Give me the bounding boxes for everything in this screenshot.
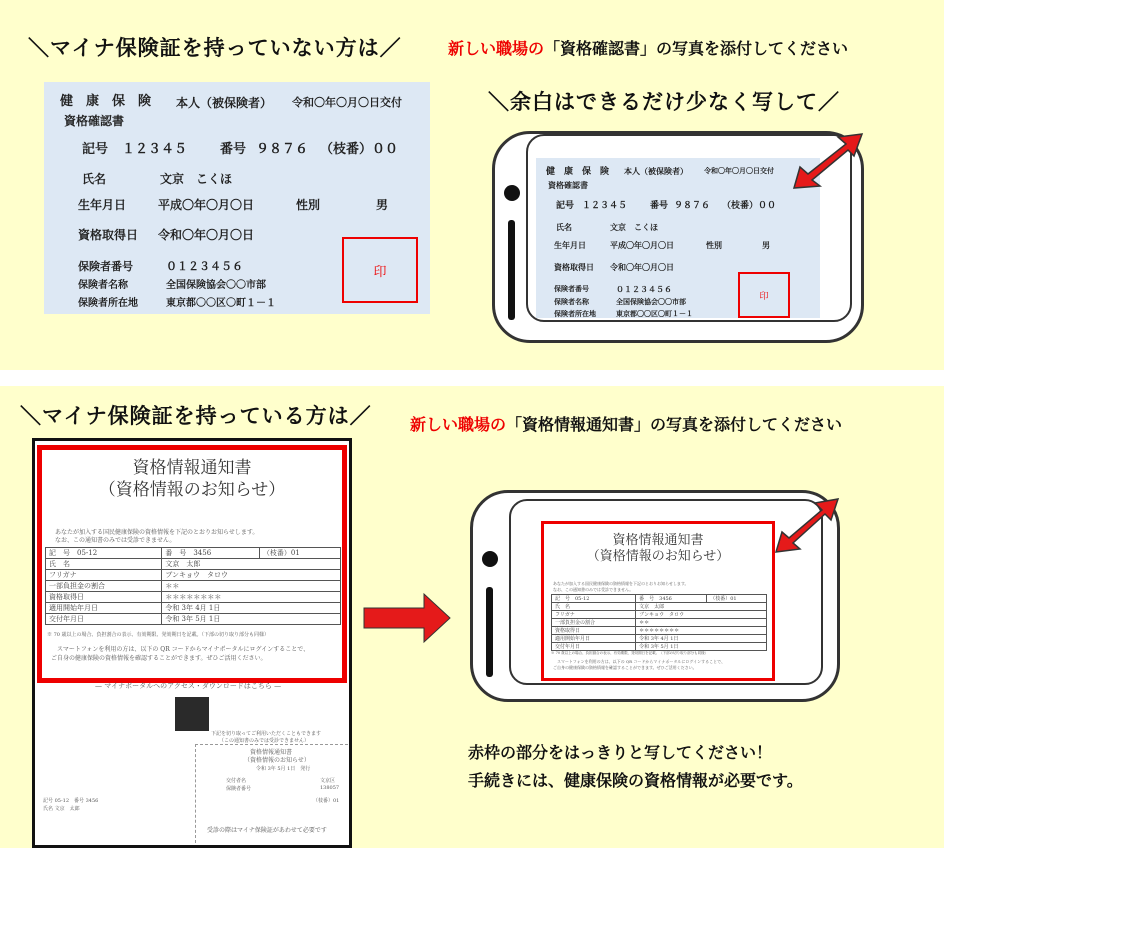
card-insurer-addr-value: 東京都〇〇区〇町１－１	[166, 298, 276, 309]
table-cell: 交付年月日	[46, 614, 162, 625]
card-stamp: 印	[342, 237, 418, 303]
phone-card-name-value: 文京 こくほ	[610, 223, 658, 232]
slip-insurer-value: 138057	[320, 785, 340, 791]
table-row	[46, 559, 341, 570]
card-bango-value: ９８７６	[256, 142, 309, 157]
phone-card-sex-label: 性別	[706, 241, 722, 250]
phone-notice-title: 資格情報通知書	[612, 533, 704, 548]
notice-footnote: ※ 70 歳以上の場合、負担割合の表示、有効期限、発効期日を記載。（下部の切り取り部分も同様）	[47, 632, 270, 638]
table-row	[46, 570, 341, 581]
table-cell: ＊＊＊＊＊＊＊＊	[162, 592, 341, 603]
phone-card-insurer-name-value: 全国保険協会〇〇市部	[616, 298, 686, 306]
table-row	[552, 619, 767, 627]
table-cell: フリガナ	[552, 611, 636, 619]
notice-portal-text: — マイナポータルへのアクセス・ダウンロードはこちら —	[95, 682, 282, 690]
phone-card-bango-label: 番号	[650, 201, 669, 211]
table-cell: 令和 3年 4月 1日	[162, 603, 341, 614]
slip-title: 資格情報通知書	[250, 749, 293, 756]
no-card-heading: ＼マイナ保険証を持っていない方は／	[28, 36, 402, 60]
phone-card-stamp: 印	[738, 272, 790, 318]
slip-date: 令和 3年 5月 1日 発行	[256, 766, 311, 772]
table-row	[552, 643, 767, 651]
phone-card-insurer-addr-value: 東京都〇〇区〇町１－１	[616, 310, 693, 318]
card-insurer-name-label: 保険者名称	[78, 280, 128, 291]
card-person: 本人（被保険者）	[176, 96, 273, 110]
qr-code-icon	[175, 697, 209, 731]
phone-card-name-label: 氏名	[556, 223, 572, 232]
slip-issuer-label: 交付者名	[226, 778, 247, 784]
table-cell: 令和 3年 5月 1日	[162, 614, 341, 625]
note-line-2: 手続きには、健康保険の資格情報が必要です。	[468, 771, 803, 790]
card-issued: 令和〇年〇月〇日交付	[292, 96, 402, 109]
card-insurer-no-label: 保険者番号	[78, 260, 133, 273]
phone-button-icon	[486, 587, 493, 677]
table-cell: 記 号 05-12	[46, 548, 162, 559]
with-card-panel	[0, 386, 944, 848]
notice-cut-note-2: （この通知書のみでは受診できません）	[219, 738, 310, 744]
phone-card-kigo-value: １２３４５	[582, 201, 628, 211]
instruction-text: 「資格情報通知書」の写真を添付してください	[506, 415, 843, 434]
slip-subtitle: （資格情報のお知らせ）	[244, 757, 310, 764]
table-cell: 資格取得日	[46, 592, 162, 603]
no-card-instruction	[448, 36, 848, 59]
double-arrow-icon	[788, 132, 868, 198]
table-cell: 番 号 3456	[636, 595, 707, 603]
phone-notice-smartphone-text-2: ご自身の健康保険の資格情報を確認することができます。ぜひご活用ください。	[553, 665, 697, 670]
qualification-card	[44, 82, 430, 314]
phone-card-edaban: （枝番）００	[722, 201, 777, 211]
table-row	[46, 581, 341, 592]
phone-notice-subtitle: （資格情報のお知らせ）	[586, 549, 730, 564]
table-cell: 令和 3年 4月 1日	[636, 635, 767, 643]
phone-card-acq-label: 資格取得日	[554, 263, 594, 272]
phone-card-insurer-no-label: 保険者番号	[554, 285, 589, 293]
table-row	[46, 592, 341, 603]
notice-title: 資格情報通知書	[132, 458, 252, 478]
phone-card-title2: 資格確認書	[548, 181, 588, 190]
notice-intro-2: なお、この通知書のみでは受診できません。	[55, 537, 176, 544]
card-bango-label: 番号	[220, 142, 247, 157]
table-cell: （枝番）01	[259, 548, 340, 559]
card-birth-label: 生年月日	[78, 198, 127, 212]
phone-card-bango-value: ９８７６	[674, 201, 711, 211]
card-name-value: 文京 こくほ	[160, 172, 233, 186]
portal-label: マイナポータルへのアクセス・ダウンロードはこちら	[104, 682, 272, 690]
phone-card-insurer-no-value: ０１２３４５６	[616, 285, 672, 294]
phone-notice-intro: あなたが加入する国民健康保険の資格情報を下記のとおりお知らせします。	[553, 581, 689, 586]
table-cell: 資格取得日	[552, 627, 636, 635]
table-cell: 氏 名	[552, 603, 636, 611]
table-cell: 適用開始年月日	[46, 603, 162, 614]
table-cell: 氏 名	[46, 559, 162, 570]
double-arrow-icon	[770, 496, 842, 560]
phone-notice-table	[551, 594, 767, 651]
note-line-1: 赤枠の部分をはっきりと写してください！	[468, 743, 773, 762]
table-row	[552, 611, 767, 619]
card-birth-value: 平成〇年〇月〇日	[158, 198, 255, 212]
slip-insurer-label: 保険者番号	[226, 786, 252, 792]
table-row	[46, 603, 341, 614]
card-insurer-name-value: 全国保険協会〇〇市部	[166, 280, 266, 291]
card-sex-value: 男	[376, 198, 389, 212]
card-name-label: 氏名	[82, 172, 107, 186]
table-cell: ブンキョウ タロウ	[162, 570, 341, 581]
table-cell: （枝番）01	[707, 595, 767, 603]
card-kigo-label: 記号	[82, 142, 109, 157]
table-cell: 適用開始年月日	[552, 635, 636, 643]
table-row	[552, 595, 767, 603]
table-cell: ＊＊＊＊＊＊＊＊	[636, 627, 767, 635]
notice-smartphone-text: スマートフォンを利用の方は、以下の QR コードからマイナポータルにログインすることで、	[57, 646, 310, 653]
card-acq-label: 資格取得日	[78, 228, 139, 242]
phone-card-birth-label: 生年月日	[554, 241, 586, 250]
phone-camera-icon	[482, 551, 498, 567]
table-cell: 一部負担金の割合	[552, 619, 636, 627]
right-arrow-icon	[362, 592, 454, 644]
phone-card-acq-value: 令和〇年〇月〇日	[610, 263, 674, 272]
table-cell: ブンキョウ タロウ	[636, 611, 767, 619]
card-acq-value: 令和〇年〇月〇日	[158, 228, 255, 242]
card-edaban: （枝番）００	[320, 142, 399, 157]
table-cell: 文京 太郎	[162, 559, 341, 570]
notice-subtitle: （資格情報のお知らせ）	[98, 480, 286, 500]
card-title: 健 康 保 険	[60, 94, 152, 109]
phone-card-birth-value: 平成〇年〇月〇日	[610, 241, 674, 250]
table-cell: ＊＊	[162, 581, 341, 592]
phone-notice-smartphone-text: スマートフォンを利用の方は、以下の QR コードからマイナポータルにログインすることで、	[557, 659, 726, 664]
table-cell: 記 号 05-12	[552, 595, 636, 603]
with-card-heading: ＼マイナ保険証を持っている方は／	[20, 404, 372, 428]
slip-footer: 受診の際はマイナ保険証があわせて必要です	[207, 827, 327, 834]
table-cell: フリガナ	[46, 570, 162, 581]
table-row	[46, 614, 341, 625]
no-card-panel	[0, 0, 944, 370]
card-title2: 資格確認書	[64, 114, 125, 128]
slip-edaban: （枝番）01	[313, 798, 340, 804]
phone-card-title: 健 康 保 険	[546, 167, 610, 177]
table-row	[552, 603, 767, 611]
card-insurer-no-value: ０１２３４５６	[166, 260, 243, 273]
table-cell: ＊＊	[636, 619, 767, 627]
phone-card	[536, 158, 820, 318]
slip-name: 氏名 文京 太郎	[43, 806, 80, 812]
table-row	[46, 548, 341, 559]
phone-button-icon	[508, 220, 515, 320]
phone-card-person: 本人（被保険者）	[624, 167, 688, 176]
tip-heading: ＼余白はできるだけ少なく写して／	[488, 90, 840, 114]
notice-cut-note: 下記を切り取ってご利用いただくこともできます	[211, 731, 322, 737]
notice-intro: あなたが加入する国民健康保険の資格情報を下記のとおりお知らせします。	[55, 529, 259, 536]
instruction-highlight: 新しい職場の	[448, 39, 545, 58]
phone-card-insurer-addr-label: 保険者所在地	[554, 310, 596, 318]
table-cell: 番 号 3456	[162, 548, 260, 559]
notice-document	[32, 438, 352, 848]
card-insurer-addr-label: 保険者所在地	[78, 298, 138, 309]
phone-notice-intro-2: なお、この通知書のみでは受診できません。	[553, 587, 634, 592]
table-cell: 文京 太郎	[636, 603, 767, 611]
table-cell: 一部負担金の割合	[46, 581, 162, 592]
table-row	[552, 635, 767, 643]
phone-camera-icon	[504, 185, 520, 201]
phone-card-insurer-name-label: 保険者名称	[554, 298, 589, 306]
phone-card-sex-value: 男	[762, 241, 770, 250]
slip-issuer-value: 文京区	[320, 778, 336, 784]
notice-table	[45, 547, 341, 625]
table-cell: 令和 3年 5月 1日	[636, 643, 767, 651]
table-row	[552, 627, 767, 635]
instruction-highlight: 新しい職場の	[410, 415, 507, 434]
card-kigo-value: １２３４５	[122, 142, 188, 157]
phone-notice-footnote: ※ 70 歳以上の場合、負担割合の表示、有効期限、発効期日を記載。（下部の切り取り部分も同様）	[551, 651, 709, 655]
with-card-instruction	[410, 412, 842, 435]
phone-card-kigo-label: 記号	[556, 201, 575, 211]
table-cell: 交付年月日	[552, 643, 636, 651]
phone-card-issued: 令和〇年〇月〇日交付	[704, 167, 774, 175]
notice-smartphone-text-2: ご自身の健康保険の資格情報を確認することができます。ぜひご活用ください。	[51, 655, 267, 662]
card-sex-label: 性別	[296, 198, 321, 212]
slip-kigo: 記号 05-12 番号 3456	[43, 798, 99, 804]
instruction-text: 「資格確認書」の写真を添付してください	[544, 39, 849, 58]
